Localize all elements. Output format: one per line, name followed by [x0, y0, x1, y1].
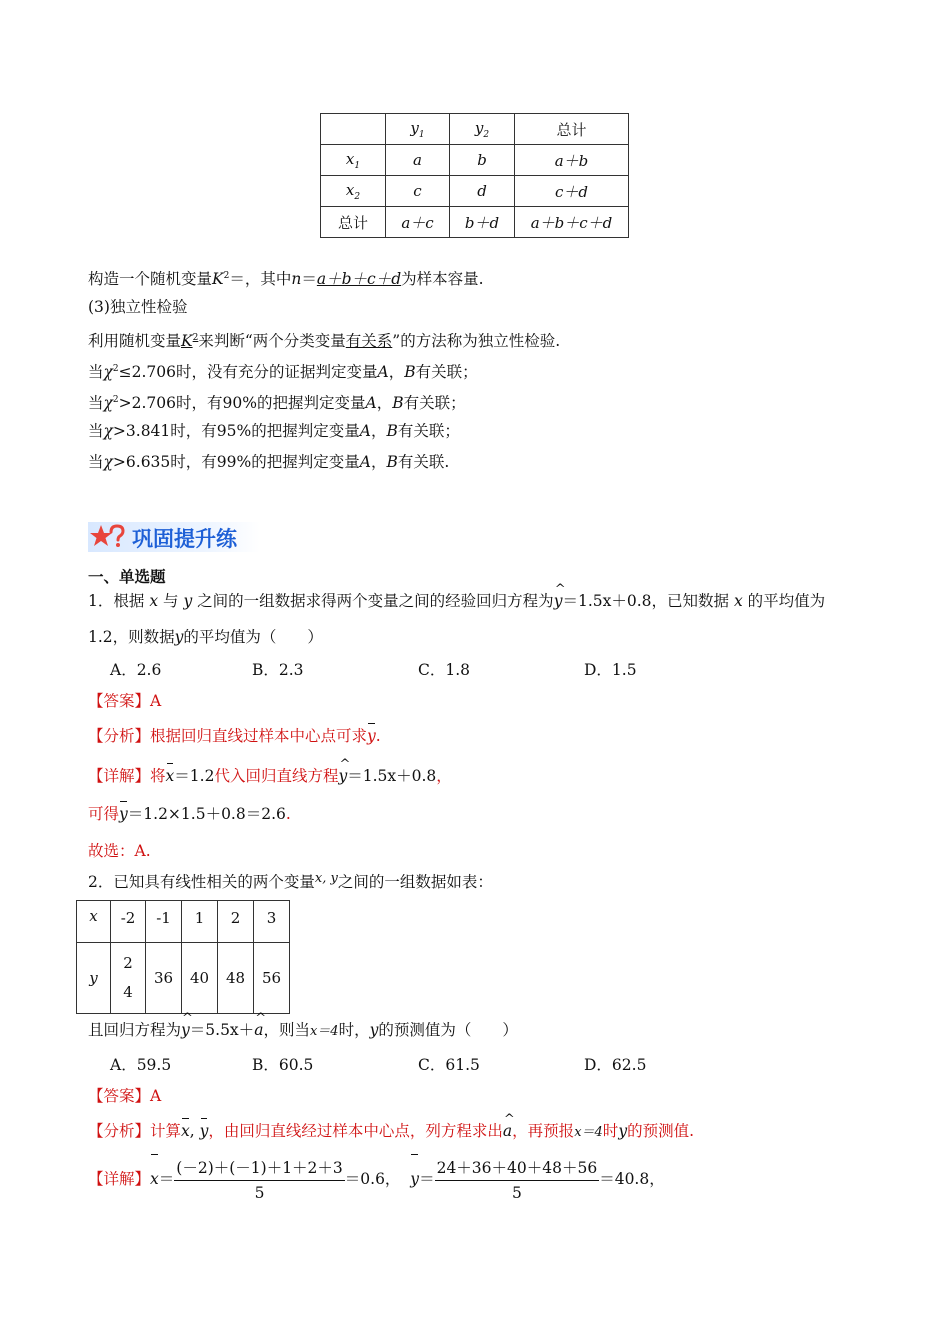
table-row [321, 176, 629, 207]
table-header-total: 总计 [515, 114, 629, 145]
k-statistic-line: 构造一个随机变量$K^2=$，其中n＝a＋b＋c＋d为样本容量. [88, 270, 484, 289]
rule-line: 当χ>6.635时，有99%的把握判定变量A，B有关联. [88, 453, 450, 471]
table-cell: 24 [111, 943, 146, 1014]
question-1-stem-line2: 1.2，则数据y的平均值为（ ） [88, 628, 323, 646]
table-cell: a＋c [386, 207, 450, 238]
data-table [76, 900, 290, 1014]
question-1-stem: 1．根据 x 与 y 之间的一组数据求得两个变量之间的经验回归方程为^ y＝1.5x＋0.8，已知数据 x 的平均值为 [88, 590, 825, 612]
sample-size-underlined: a＋b＋c＋d [316, 270, 402, 289]
table-cell: c＋d [515, 176, 629, 207]
section-banner [88, 522, 260, 552]
table-cell: 56 [254, 943, 290, 1014]
table-header-y2: $y_2$ [450, 114, 515, 145]
q1-calculation: 可得y＝1.2×1.5＋0.8＝2.6. [88, 805, 291, 823]
rule-line: 当χ>3.841时，有95%的把握判定变量A，B有关联； [88, 422, 460, 440]
table-cell: 2 [218, 901, 254, 943]
table-cell: a [386, 145, 450, 176]
table-cell: 1 [182, 901, 218, 943]
table-cell: a＋b [515, 145, 629, 176]
table-row [77, 901, 290, 943]
table-cell: b [450, 145, 515, 176]
q2-option-a: A．59.5 [110, 1056, 172, 1074]
star-question-icon [90, 524, 126, 550]
table-cell: 40 [182, 943, 218, 1014]
banner-title: 巩固提升练 [132, 527, 237, 551]
xbar-fraction: $\frac{(-2)+(-1)+1+2+3}{5}$ [176, 1159, 343, 1202]
q1-option-d: D．1.5 [584, 661, 637, 679]
ybar-fraction: $\frac{24+36+40+48+56}{5}$ [436, 1159, 598, 1202]
q2-option-c: C．61.5 [418, 1056, 480, 1074]
q1-choice: 故选：A. [88, 842, 151, 860]
table-cell: d [450, 176, 515, 207]
rule-line: 当$\chi^2>2.706$时，有90%的把握判定变量A，B有关联； [88, 394, 466, 413]
table-cell: x [77, 901, 111, 943]
q1-option-a: A．2.6 [110, 661, 162, 679]
table-cell [321, 114, 386, 145]
section-title: (3)独立性检验 [88, 298, 188, 316]
table-cell: -1 [146, 901, 182, 943]
q1-analysis: 【分析】根据回归直线过样本中心点可求y. [88, 727, 381, 745]
q1-answer: 【答案】A [88, 692, 162, 710]
contingency-table [320, 113, 629, 238]
part-title: 一、单选题 [88, 567, 166, 586]
question-2-condition: 且回归方程为^ y＝5.5x＋^ a，则当x＝4时，y的预测值为（ ） [88, 1019, 518, 1043]
rule-line: 当$\chi^2\le 2.706$时，没有充分的证据判定变量A，B有关联； [88, 363, 478, 382]
q2-analysis: 【分析】计算x, y，由回归直线经过样本中心点，列方程求出^ a，再预报x＝4时y的预测值. [88, 1120, 694, 1144]
q2-option-b: B．60.5 [252, 1056, 314, 1074]
table-cell: $x_2$ [321, 176, 386, 207]
table-cell: 3 [254, 901, 290, 943]
table-row [321, 207, 629, 238]
table-cell: b＋d [450, 207, 515, 238]
table-row [77, 943, 290, 1014]
definition-line: 利用随机变量$K^2$来判断“两个分类变量有关系”的方法称为独立性检验. [88, 332, 561, 351]
table-cell: 36 [146, 943, 182, 1014]
question-2-stem: 2．已知具有线性相关的两个变量$^{x, y}$之间的一组数据如表： [88, 871, 493, 891]
q1-detail: 【详解】将x＝1.2代入回归直线方程^ y＝1.5x＋0.8， [88, 765, 452, 787]
q1-option-b: B．2.3 [252, 661, 304, 679]
table-cell: -2 [111, 901, 146, 943]
table-row [321, 114, 629, 145]
q2-option-d: D．62.5 [584, 1056, 647, 1074]
table-cell: y [77, 943, 111, 1014]
table-row [321, 145, 629, 176]
table-cell: 48 [218, 943, 254, 1014]
q2-answer: 【答案】A [88, 1087, 162, 1105]
table-header-y1: $y_1$ [386, 114, 450, 145]
table-cell: c [386, 176, 450, 207]
q1-option-c: C．1.8 [418, 661, 471, 679]
q2-detail: 【详解】x＝ $\frac{(-2)+(-1)+1+2+3}{5}$ ＝0.6， y＝ $\frac{24+36+40+48+56}{5}$ ＝40.8， [88, 1156, 665, 1202]
table-cell: a＋b＋c＋d [515, 207, 629, 238]
table-cell: 总计 [321, 207, 386, 238]
table-cell: $x_1$ [321, 145, 386, 176]
